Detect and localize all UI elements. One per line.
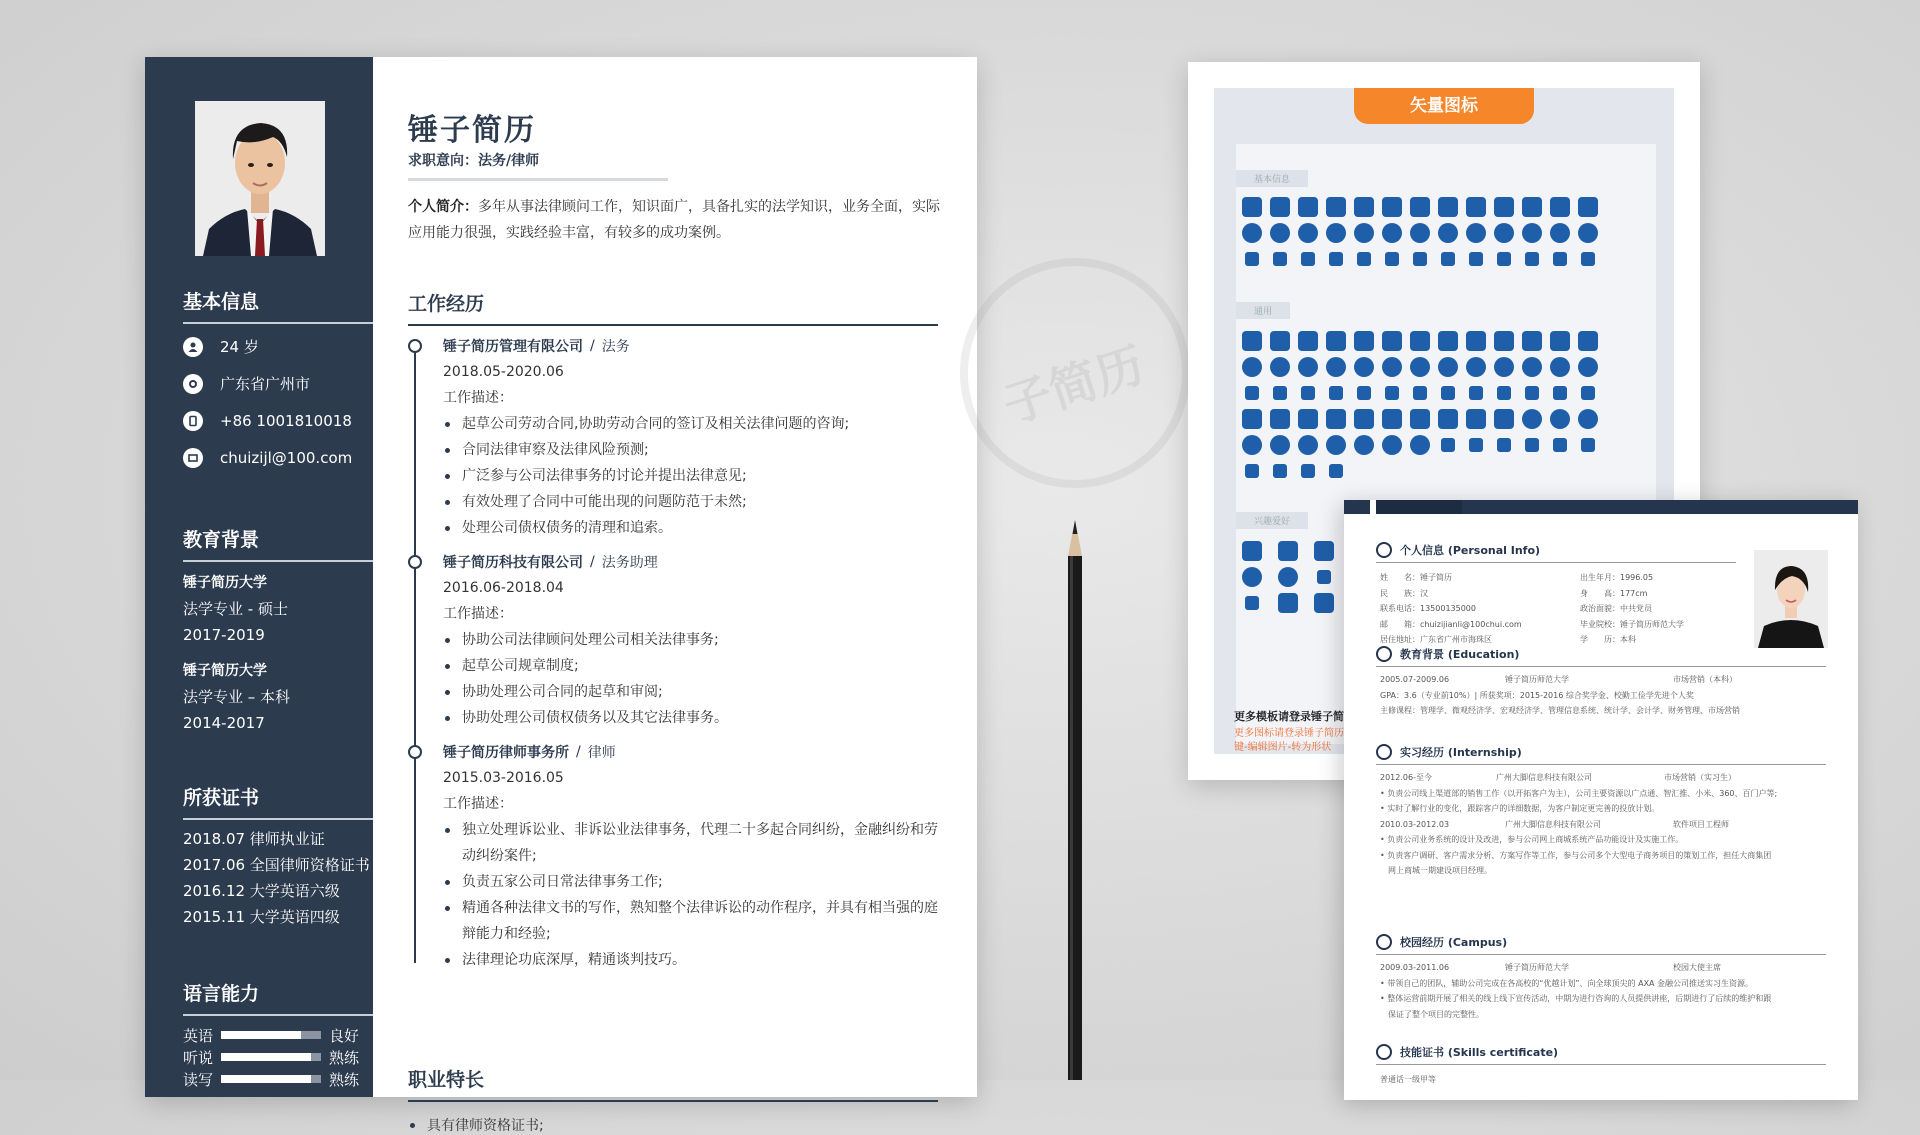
- vector-icon: [1522, 197, 1542, 217]
- preview-line: 保证了整个项目的完整性。: [1380, 1009, 1484, 1019]
- resume-card: [145, 57, 977, 1134]
- internship-icon: [1376, 744, 1392, 760]
- preview-personal-right: [1580, 570, 1684, 648]
- preview-line: 网上商城一期建设项目经理。: [1380, 866, 1492, 875]
- vector-icon: [1245, 464, 1259, 478]
- education-section: [183, 525, 373, 736]
- vector-icon: [1329, 386, 1343, 400]
- age-row: [183, 328, 373, 365]
- preview-education-title: [1376, 646, 1826, 667]
- vector-icons-tab: 矢量图标: [1354, 88, 1534, 124]
- preview-line: 身 高：177cm: [1580, 588, 1648, 598]
- vector-icon: [1578, 331, 1598, 351]
- vector-icon: [1438, 223, 1458, 243]
- icon-group-label-hobby: 兴趣爱好: [1236, 512, 1308, 529]
- intro-paragraph: [408, 194, 948, 246]
- job-entry: [408, 549, 948, 731]
- language-level: 熟练: [329, 1070, 360, 1089]
- timeline-dot: [408, 745, 422, 759]
- certificates-title: 所获证书: [183, 783, 373, 820]
- vector-icon: [1354, 331, 1374, 351]
- language-bar-rest: [301, 1031, 321, 1039]
- preview-line: GPA：3.6（专业前10%）| 所获奖项：2015-2016 综合奖学金、校勤工俭学先进个人奖: [1380, 690, 1694, 700]
- vector-icon: [1553, 386, 1567, 400]
- preview-line: • 负责公司线上渠道部的销售工作（以开拓客户为主），公司主要资源以广点通、智汇推、小米、360、百门户等;: [1380, 788, 1778, 798]
- preview-campus-lines: [1380, 960, 1771, 1022]
- preview-top-strip: [1370, 500, 1462, 514]
- vector-icon: [1438, 357, 1458, 377]
- pencil-image: [1060, 520, 1090, 1080]
- vector-icon: [1410, 357, 1430, 377]
- job-duty: 协助处理公司合同的起草和审阅;: [443, 679, 948, 705]
- vector-icon: [1298, 331, 1318, 351]
- phone-row: [183, 402, 373, 439]
- vector-icon: [1466, 223, 1486, 243]
- edu-years: 2014-2017: [183, 714, 265, 732]
- edu-school: 锤子简历大学: [183, 575, 267, 591]
- vector-icon: [1525, 386, 1539, 400]
- job-period: 2015.03-2016.05: [443, 770, 564, 786]
- vector-icon: [1550, 223, 1570, 243]
- timeline-dot: [408, 555, 422, 569]
- vector-icon: [1329, 252, 1343, 266]
- vector-icon: [1278, 541, 1298, 561]
- preview-line: • 负责客户调研、客户需求分析、方案写作等工作，参与公司多个大型电子商务项目的策划工作，担任大商集团: [1380, 850, 1772, 860]
- job-duty: 合同法律审察及法律风险预测;: [443, 437, 948, 463]
- job-duty: 有效处理了合同中可能出现的问题防范于未然;: [443, 489, 948, 515]
- vector-icon: [1242, 223, 1262, 243]
- preview-education-lines: [1380, 672, 1740, 719]
- icon-grid-basic: [1238, 194, 1602, 272]
- preview-line: 2009.03-2011.06 锤子简历师范大学 校园大使主席: [1380, 963, 1722, 972]
- job-company: 锤子简历管理有限公司: [443, 339, 583, 355]
- preview-line: 学 历：本科: [1580, 635, 1636, 644]
- education-icon: [1376, 646, 1392, 662]
- work-experience-title: 工作经历: [408, 289, 938, 326]
- stamp-text: 子简历: [996, 337, 1152, 435]
- vector-icon: [1578, 357, 1598, 377]
- email-text: chuizijl@100.com: [220, 448, 353, 467]
- preview-internship-title-text: 实习经历 (Internship): [1400, 746, 1522, 759]
- vector-icon: [1550, 197, 1570, 217]
- vector-icon: [1273, 252, 1287, 266]
- job-desc-label: 工作描述：: [443, 390, 513, 406]
- preview-line: • 负责公司业务系统的设计及改进，参与公司网上商城系统产品功能设计及实施工作。: [1380, 835, 1684, 844]
- vector-icon: [1466, 197, 1486, 217]
- vector-icon: [1525, 252, 1539, 266]
- age-text: 24 岁: [220, 338, 259, 356]
- vector-icon: [1270, 331, 1290, 351]
- vector-icon: [1270, 357, 1290, 377]
- cert-item: 2015.11 大学英语四级: [183, 908, 340, 926]
- vector-icon: [1242, 357, 1262, 377]
- vector-icon: [1273, 464, 1287, 478]
- vector-icon: [1413, 252, 1427, 266]
- vector-icon: [1522, 357, 1542, 377]
- job-period: 2016.06-2018.04: [443, 580, 564, 596]
- vector-icon: [1270, 223, 1290, 243]
- more-icons-text: 更多图标请登录锤子简历: [1234, 728, 1344, 739]
- phone-text: +86 1001810018: [220, 411, 352, 430]
- icon-grid-common-2: [1238, 406, 1602, 484]
- job-sep: /: [590, 338, 595, 354]
- vector-icon: [1270, 435, 1290, 455]
- vector-icon: [1298, 197, 1318, 217]
- vector-icon: [1382, 435, 1402, 455]
- vector-icon: [1441, 386, 1455, 400]
- title-divider: [408, 178, 668, 181]
- vector-icon: [1242, 567, 1262, 587]
- vector-icon: [1242, 197, 1262, 217]
- preview-line: 政治面貌：中共党员: [1580, 604, 1652, 613]
- vector-icon: [1382, 223, 1402, 243]
- vector-icon: [1494, 223, 1514, 243]
- vector-icon: [1550, 331, 1570, 351]
- job-intent: 求职意向：法务/律师: [408, 153, 540, 169]
- campus-icon: [1376, 934, 1392, 950]
- vector-icon: [1413, 386, 1427, 400]
- vector-icon: [1410, 409, 1430, 429]
- preview-personal-title-text: 个人信息 (Personal Info): [1400, 544, 1541, 557]
- timeline-dot: [408, 339, 422, 353]
- language-bar: [221, 1075, 321, 1083]
- job-duty: 起草公司劳动合同,协助劳动合同的签订及相关法律问题的咨询;: [443, 411, 948, 437]
- vector-icon: [1497, 252, 1511, 266]
- vector-icon: [1278, 593, 1298, 613]
- vector-icon: [1357, 386, 1371, 400]
- vector-icon: [1385, 252, 1399, 266]
- vector-icon: [1410, 223, 1430, 243]
- vector-icon: [1245, 596, 1259, 610]
- preview-skills-title-text: 技能证书 (Skills certificate): [1400, 1046, 1559, 1059]
- cert-item: 2016.12 大学英语六级: [183, 882, 340, 900]
- vector-icon: [1245, 252, 1259, 266]
- preview-line: • 带领自己的团队，辅助公司完成在各高校的“优越计划”、向全球顶尖的 AXA 金融公司推送实习生资源。: [1380, 978, 1754, 988]
- vector-icon: [1550, 357, 1570, 377]
- basic-info-section: [183, 287, 373, 476]
- vector-icon: [1522, 331, 1542, 351]
- vector-icon: [1382, 331, 1402, 351]
- vector-icon: [1578, 197, 1598, 217]
- location-row: [183, 365, 373, 402]
- location-text: 广东省广州市: [220, 375, 311, 393]
- vector-icon: [1497, 386, 1511, 400]
- vector-icon: [1410, 331, 1430, 351]
- email-row: [183, 439, 373, 476]
- job-entry: [408, 333, 948, 541]
- vector-icon: [1553, 252, 1567, 266]
- edu-years: 2017-2019: [183, 626, 265, 644]
- vector-icon: [1581, 252, 1595, 266]
- vector-icon: [1301, 464, 1315, 478]
- job-duty: 协助处理公司债权债务以及其它法律事务。: [443, 705, 948, 731]
- vector-icon: [1525, 438, 1539, 452]
- job-company: 锤子简历科技有限公司: [443, 555, 583, 571]
- intro-text: 多年从事法律顾问工作，知识面广，具备扎实的法学知识，业务全面，实际应用能力很强，实践经验丰富，有较多的成功案例。: [408, 199, 940, 241]
- vector-icon: [1494, 357, 1514, 377]
- icon-grid-common: [1238, 328, 1602, 406]
- language-title: 语言能力: [183, 979, 373, 1016]
- vector-icon: [1382, 357, 1402, 377]
- vector-icon: [1326, 435, 1346, 455]
- preview-skills-line: 普通话一级甲等: [1380, 1075, 1436, 1084]
- vector-icon: [1497, 438, 1511, 452]
- preview-line: 2012.06-至今 广州大脚信息科技有限公司 市场营销（实习生）: [1380, 773, 1736, 782]
- personal-info-icon: [1376, 542, 1392, 558]
- more-templates-text: 更多模板请登录锤子简: [1234, 710, 1344, 723]
- vector-icon: [1326, 409, 1346, 429]
- vector-icon: [1298, 223, 1318, 243]
- language-bar-rest: [311, 1075, 321, 1083]
- preview-line: 2005.07-2009.06 锤子简历师范大学 市场营销（本科）: [1380, 675, 1738, 684]
- preview-skills-title: [1376, 1044, 1826, 1065]
- vector-icon: [1354, 223, 1374, 243]
- preview-line: 民 族：汉: [1380, 588, 1428, 598]
- vector-icon: [1550, 409, 1570, 429]
- language-bar: [221, 1053, 321, 1061]
- language-name: 英语: [183, 1026, 214, 1045]
- intro-label: 个人简介：: [408, 199, 478, 215]
- preview-internship-title: [1376, 744, 1826, 765]
- job-sep: /: [590, 554, 595, 570]
- language-section: [183, 979, 373, 1090]
- edu-school: 锤子简历大学: [183, 663, 267, 679]
- vector-icon: [1469, 386, 1483, 400]
- preview-profile-photo: [1754, 550, 1828, 648]
- vector-icon: [1466, 357, 1486, 377]
- job-desc-label: 工作描述：: [443, 796, 513, 812]
- vector-icon: [1469, 252, 1483, 266]
- vector-icon: [1326, 331, 1346, 351]
- preview-personal-title: [1376, 542, 1736, 563]
- job-desc-label: 工作描述：: [443, 606, 513, 622]
- vector-icon: [1242, 331, 1262, 351]
- preview-line: 主修课程：管理学、微观经济学、宏观经济学、管理信息系统、统计学、会计学、财务管理、市场营销: [1380, 706, 1740, 715]
- language-row: [183, 1046, 373, 1068]
- vector-icon: [1242, 435, 1262, 455]
- preview-line: 邮 箱：chuizijianli@100chui.com: [1380, 619, 1522, 629]
- vector-icon: [1466, 409, 1486, 429]
- preview-line: 居住地址：广东省广州市海珠区: [1380, 635, 1492, 644]
- vector-icon: [1385, 386, 1399, 400]
- vector-icon: [1438, 197, 1458, 217]
- language-bar-rest: [311, 1053, 321, 1061]
- preview-line: 出生年月：1996.05: [1580, 573, 1654, 582]
- preview-line: 联系电话：13500135000: [1380, 604, 1476, 613]
- vector-icon: [1314, 593, 1334, 613]
- vector-icon: [1382, 409, 1402, 429]
- vector-icon: [1553, 438, 1567, 452]
- vector-icon: [1329, 464, 1343, 478]
- language-bar: [221, 1031, 321, 1039]
- job-sep: /: [576, 744, 581, 760]
- vector-icon: [1578, 223, 1598, 243]
- user-icon: [183, 337, 203, 357]
- language-row: [183, 1024, 373, 1046]
- vector-icon: [1581, 438, 1595, 452]
- preview-line: 2010.03-2012.03 广州大脚信息科技有限公司 软件项目工程师: [1380, 819, 1730, 829]
- language-level: 熟练: [329, 1048, 360, 1067]
- job-duty: 广泛参与公司法律事务的讨论并提出法律意见;: [443, 463, 948, 489]
- job-role: 法务助理: [601, 555, 658, 571]
- vector-icon: [1494, 409, 1514, 429]
- vector-icon: [1273, 386, 1287, 400]
- vector-icon: [1469, 438, 1483, 452]
- vector-icon: [1245, 386, 1259, 400]
- vector-icon: [1581, 386, 1595, 400]
- preview-line: • 实时了解行业的变化，跟踪客户的详细数据，为客户制定更完善的投放计划。: [1380, 804, 1660, 813]
- vector-icon: [1578, 409, 1598, 429]
- vector-icon: [1410, 435, 1430, 455]
- job-duty: 负责五家公司日常法律事务工作;: [443, 869, 948, 895]
- preview-line: 毕业院校：锤子简历师范大学: [1580, 619, 1684, 629]
- language-name: 听说: [183, 1048, 214, 1067]
- vector-icon: [1301, 252, 1315, 266]
- preview-personal-left: [1380, 570, 1522, 648]
- phone-icon: [183, 411, 203, 431]
- vector-icon: [1354, 435, 1374, 455]
- vector-icon: [1438, 331, 1458, 351]
- language-name: 读写: [183, 1070, 214, 1089]
- job-duty: 处理公司债权债务的清理和追索。: [443, 515, 948, 541]
- vector-icon: [1441, 252, 1455, 266]
- location-icon: [183, 374, 203, 394]
- basic-info-title: 基本信息: [183, 287, 373, 324]
- certificates-section: [183, 783, 373, 930]
- vector-icon: [1354, 357, 1374, 377]
- preview-education-title-text: 教育背景 (Education): [1400, 648, 1520, 661]
- convert-shape-text: 键-编辑图片-转为形状: [1234, 742, 1332, 753]
- skills-title: 职业特长: [408, 1065, 938, 1102]
- mail-icon: [183, 448, 203, 468]
- vector-icon: [1326, 357, 1346, 377]
- vector-icon: [1298, 357, 1318, 377]
- job-duty: 法律理论功底深厚，精通谈判技巧。: [443, 947, 948, 973]
- cert-item: 2018.07 律师执业证: [183, 830, 325, 848]
- preview-campus-title: [1376, 934, 1826, 955]
- vector-icon: [1410, 197, 1430, 217]
- job-duty: 协助公司法律顾问处理公司相关法律事务;: [443, 627, 948, 653]
- preview-line: 姓 名：锤子简历: [1380, 573, 1452, 582]
- resume-main: [373, 57, 977, 1134]
- icon-group-label-common: 通用: [1236, 302, 1290, 319]
- profile-photo: [195, 101, 325, 256]
- resume-name: 锤子简历: [408, 113, 536, 148]
- icon-group-label-basic: 基本信息: [1236, 170, 1308, 187]
- language-level: 良好: [329, 1026, 360, 1045]
- vector-icon: [1441, 438, 1455, 452]
- preview-internship-lines: [1380, 770, 1777, 879]
- vector-icon: [1242, 409, 1262, 429]
- vector-icon: [1298, 409, 1318, 429]
- skill-item: 具有律师资格证书;: [408, 1115, 544, 1135]
- vector-icon: [1522, 223, 1542, 243]
- job-duty: 起草公司规章制度;: [443, 653, 948, 679]
- job-entry: [408, 739, 948, 973]
- cert-item: 2017.06 全国律师资格证书: [183, 856, 370, 874]
- vector-icon: [1278, 567, 1298, 587]
- skills-icon: [1376, 1044, 1392, 1060]
- job-role: 律师: [587, 745, 616, 761]
- job-duty: 独立处理诉讼业、非诉讼业法律事务，代理二十多起合同纠纷，金融纠纷和劳动纠纷案件;: [443, 817, 948, 869]
- resume-sidebar: [145, 57, 373, 1097]
- vector-icon: [1354, 409, 1374, 429]
- vector-icon: [1326, 197, 1346, 217]
- vector-icon: [1494, 331, 1514, 351]
- vector-icon: [1326, 223, 1346, 243]
- vector-icon: [1354, 197, 1374, 217]
- vector-icon: [1438, 409, 1458, 429]
- vector-icon: [1301, 386, 1315, 400]
- vector-icon: [1357, 252, 1371, 266]
- job-duty: 精通各种法律文书的写作，熟知整个法律诉讼的动作程序，并具有相当强的庭辩能力和经验;: [443, 895, 948, 947]
- vector-icon: [1242, 541, 1262, 561]
- vector-icon: [1314, 541, 1334, 561]
- edu-major: 法学专业 – 本科: [183, 688, 291, 706]
- language-row: [183, 1068, 373, 1090]
- vector-icon: [1298, 435, 1318, 455]
- vector-icon: [1494, 197, 1514, 217]
- resume-preview-card: [1344, 500, 1858, 1100]
- vector-icon: [1382, 197, 1402, 217]
- preview-line: • 整体运营前期开展了相关的线上线下宣传活动，中期为进行咨询的人员提供讲座，后期进行了后续的维护和跟: [1380, 994, 1772, 1003]
- vector-icon: [1270, 197, 1290, 217]
- vector-icon: [1466, 331, 1486, 351]
- job-role: 法务: [601, 339, 630, 355]
- preview-campus-title-text: 校园经历 (Campus): [1400, 936, 1508, 949]
- preview-top-bar: [1344, 500, 1858, 514]
- education-title: 教育背景: [183, 525, 373, 562]
- job-period: 2018.05-2020.06: [443, 364, 564, 380]
- vector-icon: [1522, 409, 1542, 429]
- job-company: 锤子简历律师事务所: [443, 745, 569, 761]
- vector-icon: [1270, 409, 1290, 429]
- edu-major: 法学专业 - 硕士: [183, 600, 288, 618]
- vector-icon: [1317, 570, 1331, 584]
